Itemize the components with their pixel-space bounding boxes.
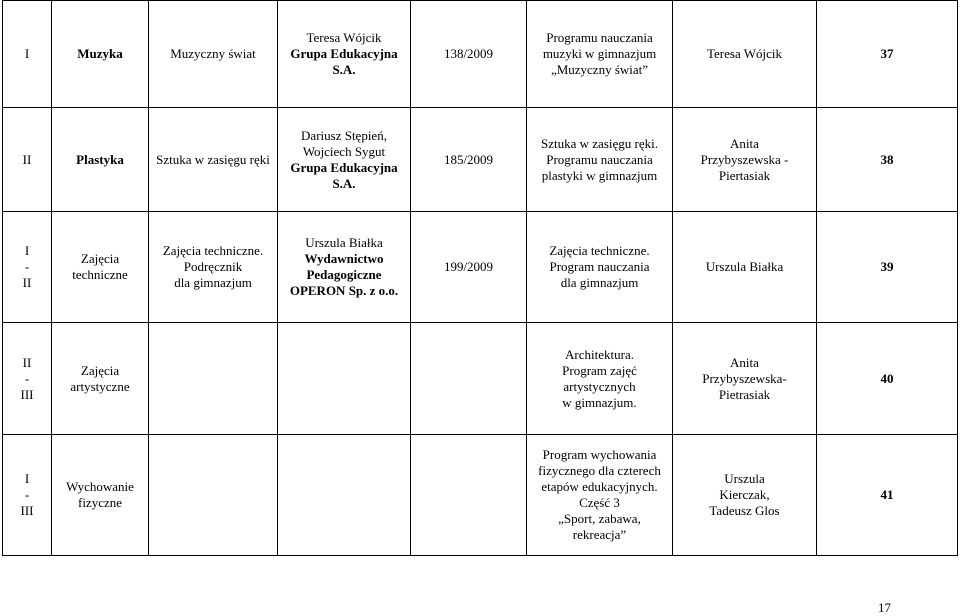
level-cell: [3, 1, 52, 108]
subject-cell: [52, 108, 149, 212]
program-line: Architektura.: [565, 346, 634, 362]
level-line: I: [24, 471, 30, 486]
approval-number-cell: [411, 1, 527, 108]
program-line: Programu nauczania: [546, 30, 653, 45]
subject-line: fizyczne: [77, 495, 123, 510]
approval-number-text: 185/2009: [443, 151, 494, 167]
author-publisher-cell: [278, 108, 411, 212]
row-number-cell: [817, 212, 958, 323]
textbook-line: Sztuka w zasięgu ręki: [156, 151, 270, 167]
author-publisher-line: Pedagogiczne: [306, 267, 382, 282]
textbook-line: dla gimnazjum: [174, 275, 252, 290]
table-row: [3, 323, 958, 435]
level-line: II: [22, 151, 32, 167]
program-author-line: Kierczak,: [719, 487, 770, 502]
author-publisher-line: OPERON Sp. z o.o.: [289, 283, 399, 298]
program-line: muzyki w gimnazjum: [542, 46, 657, 61]
row-number-text: 38: [880, 151, 894, 167]
program-author-cell: [673, 1, 817, 108]
program-line: „Muzyczny świat”: [550, 62, 649, 77]
program-author-line: Piertasiak: [718, 167, 771, 183]
textbook-line: Podręcznik: [183, 259, 243, 274]
textbook-cell: [149, 323, 278, 435]
subject-line: artystyczne: [70, 378, 130, 394]
level-cell: [3, 323, 52, 435]
table-row: [3, 435, 958, 556]
table-row: [3, 1, 958, 108]
program-author-line: Pietrasiak: [718, 386, 771, 402]
subject-line: Zajęcia: [80, 251, 120, 266]
author-publisher-line: S.A.: [332, 62, 356, 77]
subject-cell: [52, 1, 149, 108]
level-cell: [3, 108, 52, 212]
level-line: III: [20, 503, 34, 518]
approval-number-cell: [411, 435, 527, 556]
subject-line: Wychowanie: [66, 479, 134, 494]
textbook-cell: [149, 1, 278, 108]
program-cell: [527, 108, 673, 212]
row-number-text: 39: [880, 259, 894, 274]
program-cell: [527, 1, 673, 108]
level-line: I: [24, 243, 30, 258]
author-publisher-cell: [278, 435, 411, 556]
subject-cell: [52, 435, 149, 556]
program-author-line: Teresa Wójcik: [706, 46, 782, 61]
textbook-cell: [149, 435, 278, 556]
subject-line: Zajęcia: [80, 362, 120, 378]
level-line: -: [24, 259, 30, 274]
textbook-line: Muzyczny świat: [170, 46, 256, 61]
author-publisher-line: S.A.: [332, 175, 356, 191]
textbook-cell: [149, 108, 278, 212]
author-publisher-cell: [278, 1, 411, 108]
subject-cell: [52, 323, 149, 435]
approval-number-cell: [411, 323, 527, 435]
program-line: dla gimnazjum: [560, 275, 639, 290]
level-line: III: [20, 386, 34, 402]
program-author-line: Przybyszewska-: [702, 370, 787, 386]
level-cell: [3, 435, 52, 556]
level-cell: [3, 212, 52, 323]
author-publisher-cell: [278, 212, 411, 323]
program-line: etapów edukacyjnych.: [541, 479, 658, 494]
level-line: -: [24, 370, 30, 386]
program-line: „Sport, zabawa,: [558, 511, 641, 526]
row-number-cell: [817, 323, 958, 435]
author-publisher-line: Teresa Wójcik: [306, 30, 382, 45]
row-number-cell: [817, 435, 958, 556]
approval-number-text: 138/2009: [443, 46, 494, 61]
author-publisher-line: Urszula Białka: [305, 235, 383, 250]
program-author-line: Przybyszewska -: [700, 151, 789, 167]
program-line: Program nauczania: [549, 259, 650, 274]
textbook-line: Zajęcia techniczne.: [162, 243, 264, 258]
row-number-text: 41: [880, 487, 894, 502]
program-author-cell: [673, 212, 817, 323]
approval-number-cell: [411, 212, 527, 323]
program-line: w gimnazjum.: [562, 394, 637, 410]
program-line: Program zajęć: [562, 362, 637, 378]
subject-line: Muzyka: [77, 46, 123, 61]
author-publisher-cell: [278, 323, 411, 435]
table-row: [3, 212, 958, 323]
author-publisher-line: Grupa Edukacyjna: [290, 46, 398, 61]
program-line: rekreacja”: [572, 527, 627, 542]
program-author-cell: [673, 323, 817, 435]
program-author-cell: [673, 108, 817, 212]
subject-cell: [52, 212, 149, 323]
author-publisher-line: Grupa Edukacyjna: [290, 159, 398, 175]
program-cell: [527, 212, 673, 323]
author-publisher-line: Dariusz Stępień,: [301, 127, 387, 143]
subject-line: techniczne: [72, 267, 128, 282]
program-cell: [527, 323, 673, 435]
program-line: Zajęcia techniczne.: [549, 243, 650, 258]
program-author-line: Urszula: [724, 471, 765, 486]
level-line: II: [22, 275, 32, 290]
program-author-line: Anita: [730, 135, 759, 151]
level-line: -: [24, 487, 30, 502]
row-number-text: 40: [880, 370, 894, 386]
program-author-cell: [673, 435, 817, 556]
table-row: [3, 108, 958, 212]
program-author-line: Anita: [730, 354, 759, 370]
row-number-cell: [817, 108, 958, 212]
program-line: Program wychowania: [542, 447, 657, 462]
program-line: Część 3: [579, 495, 620, 510]
program-cell: [527, 435, 673, 556]
page-number: 17: [878, 600, 891, 615]
curriculum-table: [2, 0, 958, 556]
program-author-line: Tadeusz Glos: [709, 503, 780, 518]
row-number-text: 37: [880, 46, 894, 61]
level-line: I: [24, 46, 30, 61]
program-line: Sztuka w zasięgu ręki.: [541, 135, 658, 151]
textbook-cell: [149, 212, 278, 323]
program-author-line: Urszula Białka: [705, 259, 784, 274]
program-line: artystycznych: [563, 378, 636, 394]
approval-number-text: 199/2009: [443, 259, 494, 274]
subject-line: Plastyka: [76, 151, 124, 167]
level-line: II: [22, 354, 32, 370]
program-line: fizycznego dla czterech: [538, 463, 661, 478]
author-publisher-line: Wydawnictwo: [304, 251, 384, 266]
program-line: Programu nauczania: [546, 151, 653, 167]
row-number-cell: [817, 1, 958, 108]
approval-number-cell: [411, 108, 527, 212]
author-publisher-line: Wojciech Sygut: [302, 143, 386, 159]
program-line: plastyki w gimnazjum: [541, 167, 658, 183]
